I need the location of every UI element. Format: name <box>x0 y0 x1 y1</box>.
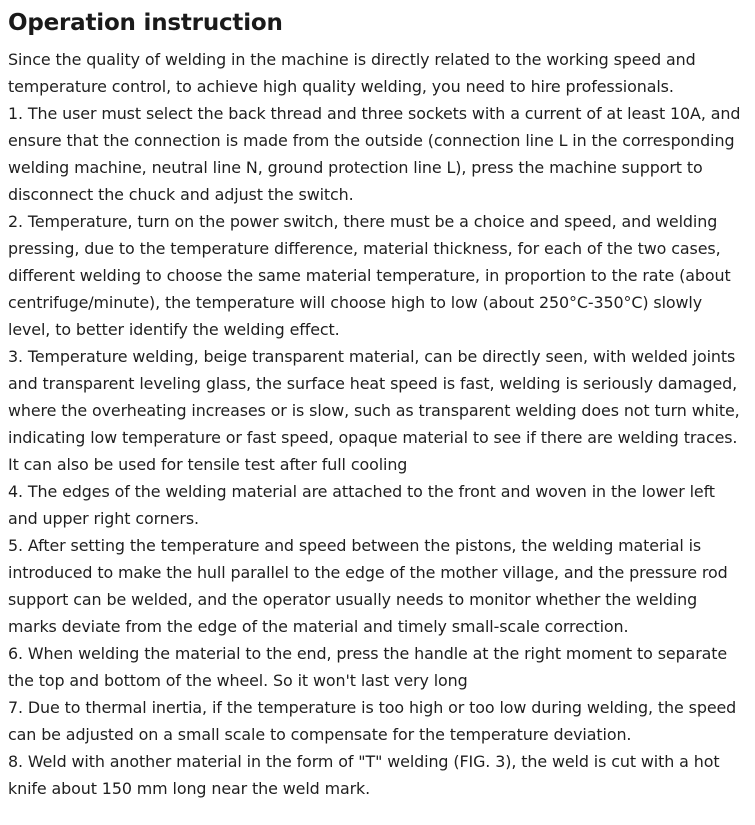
step-5: 5. After setting the temperature and speed between the pistons, the welding material is introduced to make the hull parallel to the edge of the mother village, and the pressure rod support can be welded, and the operator usually needs to monitor whether the welding marks deviate from the edge of the material and timely small-scale correction. <box>8 536 728 636</box>
step-8: 8. Weld with another material in the form of "T" welding (FIG. 3), the weld is cut with a hot knife about 150 mm long near the weld mark. <box>8 752 720 798</box>
step-2: 2. Temperature, turn on the power switch, there must be a choice and speed, and welding pressing, due to the temperature difference, material thickness, for each of the two cases, different welding to choose the same material temperature, in proportion to the rate (about centrifuge/minute), the temperature will choose high to low (about 250°C-350°C) slowly level, to better identify the welding effect. <box>8 212 731 339</box>
step-3: 3. Temperature welding, beige transparent material, can be directly seen, with welded joints and transparent leveling glass, the surface heat speed is fast, welding is seriously damaged, where the overheating increases or is slow, such as transparent welding does not turn white, indicating low temperature or fast speed, opaque material to see if there are welding traces. It can also be used for tensile test after full cooling <box>8 347 740 474</box>
step-6: 6. When welding the material to the end, press the handle at the right moment to separate the top and bottom of the wheel. So it won't last very long <box>8 644 728 690</box>
step-7: 7. Due to thermal inertia, if the temperature is too high or too low during welding, the speed can be adjusted on a small scale to compensate for the temperature deviation. <box>8 698 737 744</box>
step-4: 4. The edges of the welding material are attached to the front and woven in the lower left and upper right corners. <box>8 482 715 528</box>
intro-paragraph: Since the quality of welding in the machine is directly related to the working speed and temperature control, to achieve high quality welding, you need to hire professionals. <box>8 50 696 96</box>
instruction-body <box>8 46 747 802</box>
step-1: 1. The user must select the back thread and three sockets with a current of at least 10A, and ensure that the connection is made from the outside (connection line L in the corresponding welding machine, neutral line N, ground protection line L), press the machine support to disconnect the chuck and adjust the switch. <box>8 104 741 204</box>
page-title: Operation instruction <box>8 10 283 36</box>
